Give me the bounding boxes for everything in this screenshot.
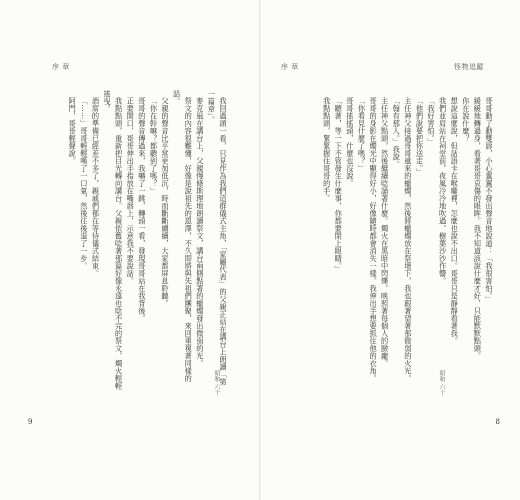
right-page-body <box>281 90 495 390</box>
paragraph: 哥哥的聲音傳過來，我嚇了一跳，轉頭一看，發現哥哥站在我背後。 <box>137 97 147 323</box>
right-page <box>261 0 520 500</box>
paragraph: 我回過頭一看，只見作為我們這群儀式主角，「家屬代表」的父親正站在講台上朗讀「第一篇章」。 <box>207 90 228 387</box>
paragraph: 正要開口，哥哥伸出手指放在嘴唇上，示意我不要說話。 <box>126 97 136 285</box>
paragraph: 哥哥搖搖頭，什麼也沒說。 <box>345 97 355 188</box>
paragraph: 哥哥動了動雙唇，小心翼翼不發出聲音地說道：「我很害怕。」 <box>485 97 494 304</box>
running-header: 序 章 <box>52 63 70 71</box>
paragraph: 我們並肩站在祠堂前，夜風冷冷地吹過，樹葉沙沙作響。 <box>438 97 448 285</box>
paragraph: 祭文的內容很難懂，好像是說祖先的恩澤，不久即將與先祖們團聚，來回重複著同樣的話。 <box>172 90 194 383</box>
paragraph: 阿門，哥哥輕聲說。 <box>68 97 78 165</box>
paragraph: 麥克風在講台上，父親慢條斯理地朗讀祭文，講台兩側點著的蠟燭發出微弱的光。 <box>195 97 205 368</box>
page-number: 9 <box>28 418 33 426</box>
paragraph: 我點點頭，重新把目光轉向講台。父親依舊唸著那篇好像永遠也唸不完的祭文，燭火輕輕搖曳。 <box>103 90 124 390</box>
page-number: 8 <box>495 418 500 426</box>
running-header-left: 序 章 <box>281 63 299 71</box>
paragraph: 主任神父點頭，然後繼續唸誦著什麼。燭火在黑暗中閃爍，映照著每個人的臉龐。 <box>380 97 390 368</box>
page-footer: 昭和 六十 <box>213 370 220 396</box>
paragraph: 「我好害怕。」 <box>427 97 437 147</box>
paragraph: 哥哥的身影在燭光中顯得好小，好像隨時都會消失一樣。我伸出手想要抓住他的衣角。 <box>369 97 379 383</box>
paragraph: 「他們說要把你送走。」 <box>415 97 425 177</box>
paragraph: 你在說什麼？ <box>461 97 471 143</box>
paragraph: 「你在幹嘛？都聽到了嗎？」 <box>149 97 159 195</box>
paragraph: 想說這麼說，但話語卡在喉嚨裡，怎麼也說不出口。哥哥只是靜靜看著我。 <box>450 97 460 345</box>
left-page-body <box>33 90 229 390</box>
paragraph: 緩緩地轉過身，看著哥哥哀傷的眼眸。我不知道該說什麼才好，只能默默點頭。 <box>473 97 483 360</box>
left-page <box>0 0 259 500</box>
paragraph: 「你看見什麼了嗎？」 <box>357 97 367 173</box>
running-header-right: 怪物追蹤 <box>454 63 484 71</box>
paragraph: 酒席的準備已經差不多了，親戚們都在等待儀式結束。 <box>91 97 101 278</box>
paragraph: 「……」哥哥輕輕嘆了一口氣，然後往後退了一步。 <box>79 97 89 270</box>
page-footer: 昭和 六十 <box>438 370 445 396</box>
paragraph: 主任神父接過哥哥遞來的蠟燭，然後將蠟燭放在祭壇下，我也跟著望著那微弱的火光。 <box>403 97 413 383</box>
paragraph: 「翰有那人。」我說。 <box>392 97 402 169</box>
paragraph: 「聽著，等一下不管發生什麼事，你都要閉上眼睛。」 <box>334 97 344 274</box>
paragraph: 父親的聲音比平常更加低沉，時而斷斷續續，大家都屏息聆聽。 <box>161 97 171 308</box>
paragraph: 我點點頭，緊緊握住哥哥的手。 <box>322 97 332 203</box>
